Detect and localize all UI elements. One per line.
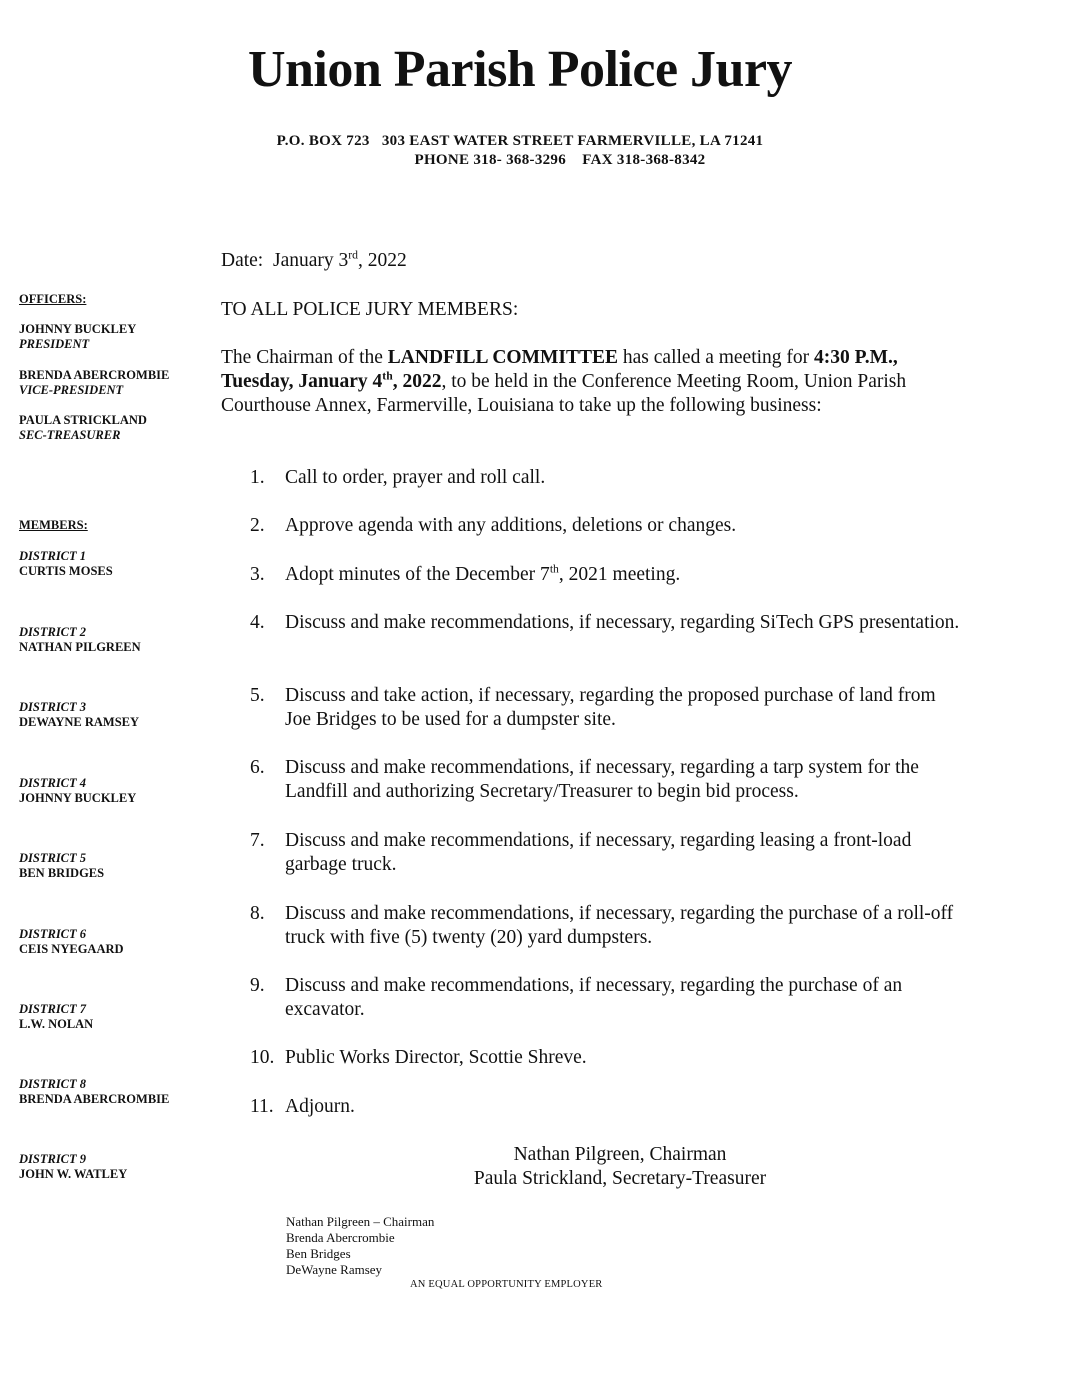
footer-eoe: AN EQUAL OPPORTUNITY EMPLOYER: [410, 1279, 603, 1290]
date-line: Date: January 3rd, 2022: [221, 248, 407, 271]
signature-chairman: Nathan Pilgreen, Chairman: [513, 1144, 727, 1165]
meeting-time: 4:30 P.M., Tuesday, January 4th, 2022: [221, 347, 898, 392]
letterhead-address: P.O. BOX 723 303 EAST WATER STREET FARMERVILLE, LA 71241: [276, 133, 764, 149]
salutation: TO ALL POLICE JURY MEMBERS:: [221, 299, 519, 320]
cc-entry: Brenda Abercrombie: [286, 1230, 395, 1245]
member-entry: DISTRICT 9 JOHN W. WATLEY: [19, 1152, 128, 1181]
cc-entry: DeWayne Ramsey: [286, 1262, 383, 1277]
officer-entry: JOHNNY BUCKLEY PRESIDENT: [19, 322, 137, 351]
member-entry: DISTRICT 7 L.W. NOLAN: [19, 1002, 94, 1031]
officer-entry: PAULA STRICKLAND SEC-TREASURER: [19, 413, 147, 442]
officers-header: OFFICERS:: [19, 292, 87, 306]
cc-entry: Ben Bridges: [286, 1246, 351, 1261]
member-entry: DISTRICT 5 BEN BRIDGES: [19, 851, 105, 880]
officer-entry: BRENDA ABERCROMBIE VICE-PRESIDENT: [19, 368, 170, 397]
cc-entry: Nathan Pilgreen – Chairman: [286, 1214, 435, 1229]
member-entry: DISTRICT 4 JOHNNY BUCKLEY: [19, 776, 137, 805]
letterhead-title: Union Parish Police Jury: [247, 41, 793, 98]
members-header: MEMBERS:: [19, 518, 88, 532]
member-entry: DISTRICT 2 NATHAN PILGREEN: [19, 625, 141, 654]
letterhead-phone: PHONE 318- 368-3296 FAX 318-368-8342: [414, 152, 706, 168]
meeting-notice: The Chairman of the LANDFILL COMMITTEE has called a meeting for 4:30 P.M., Tuesday, January 4th, 2022, to be held in the Conference Meeting Room, Union Parish Courthouse Annex, Farmerville, Louisiana to take up the following business:: [221, 347, 907, 416]
member-entry: DISTRICT 3 DEWAYNE RAMSEY: [19, 700, 140, 729]
member-entry: DISTRICT 6 CEIS NYEGAARD: [19, 927, 124, 956]
signature-secretary: Paula Strickland, Secretary-Treasurer: [473, 1168, 767, 1189]
member-entry: DISTRICT 1 CURTIS MOSES: [19, 549, 113, 578]
member-entry: DISTRICT 8 BRENDA ABERCROMBIE: [19, 1077, 170, 1106]
